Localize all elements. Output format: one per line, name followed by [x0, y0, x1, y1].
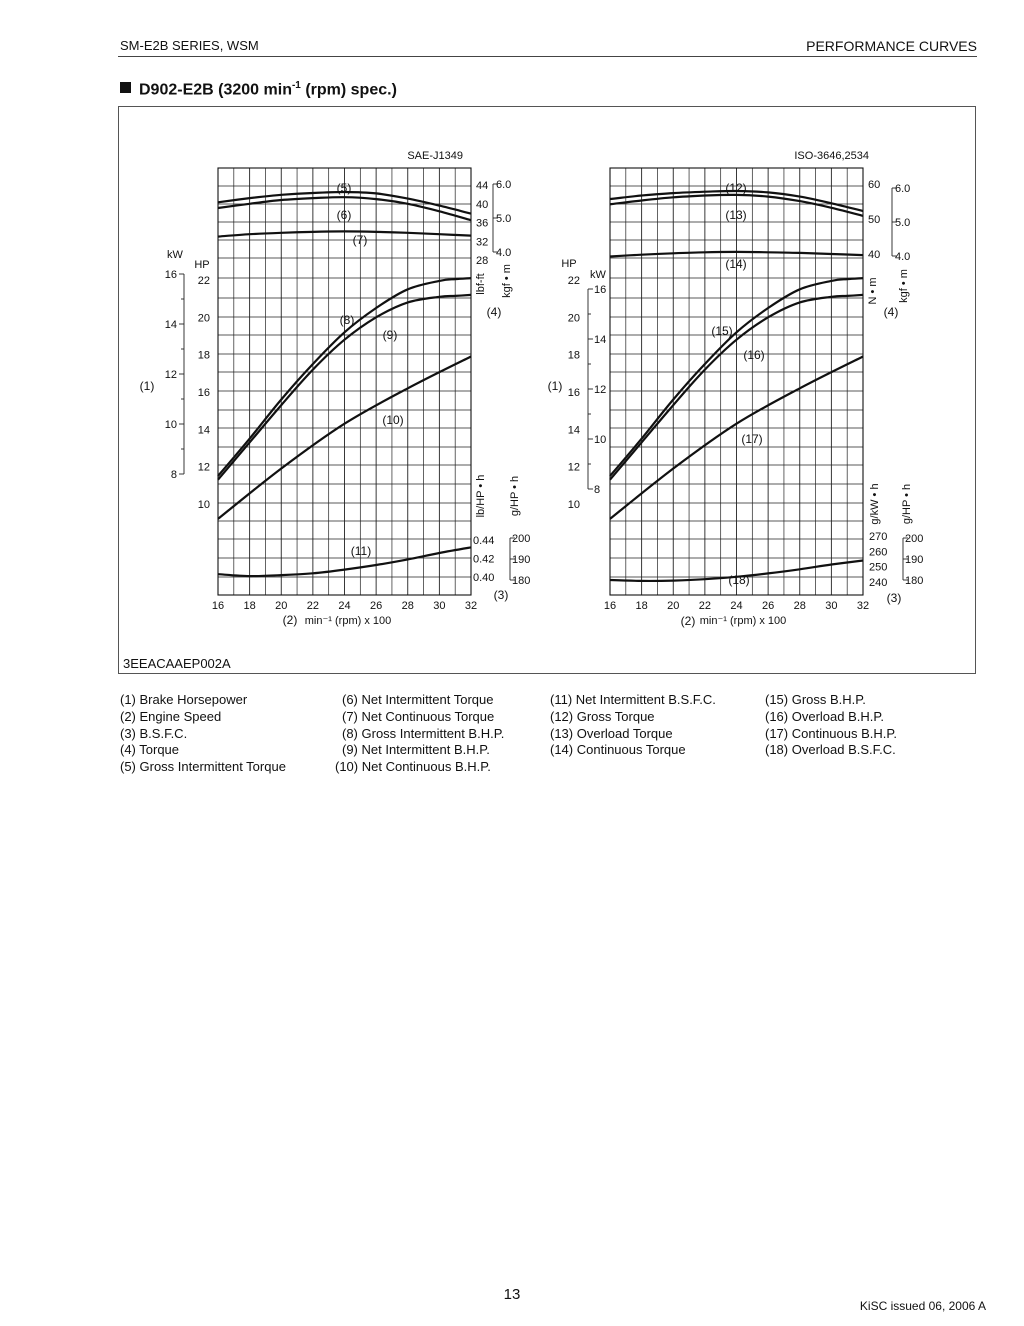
kw-tick-label: 16 — [164, 269, 177, 281]
legend-item: (4) Torque — [120, 742, 180, 758]
g-bsfc-tick-label: 200 — [512, 533, 531, 545]
x-tick-label: 18 — [635, 600, 648, 612]
lbfft-unit-label: lbf-ft — [475, 273, 487, 295]
lb-bsfc-unit-label: lb/HP • h — [475, 474, 487, 518]
hp-tick-label: 12 — [197, 461, 210, 474]
legend-item: (2) Engine Speed — [120, 708, 222, 724]
hp-tick-label: 20 — [567, 312, 580, 325]
legend-item: (5) Gross Intermittent Torque — [120, 759, 286, 775]
section-title-suffix: (rpm) spec.) — [300, 81, 397, 99]
header-rule — [118, 56, 977, 57]
x-tick-label: 28 — [401, 600, 414, 612]
legend-item: (10) Net Continuous B.H.P. — [335, 759, 491, 775]
kw-unit-label: kW — [167, 249, 183, 261]
lbfft-tick-label: 40 — [476, 198, 489, 211]
hp-tick-label: 18 — [567, 349, 580, 362]
nm-tick-label: 40 — [868, 249, 881, 261]
hp-unit-label: HP — [194, 259, 210, 271]
kgfm-tick-label: 5.0 — [895, 217, 911, 229]
figure-code: 3EEACAAEP002A — [123, 656, 231, 671]
lbfft-tick-label: 28 — [476, 255, 489, 267]
hp-tick-label: 12 — [567, 461, 580, 474]
kw-tick-label: 12 — [164, 369, 177, 381]
x-tick-label: 18 — [243, 600, 256, 612]
section-title-sup: -1 — [291, 80, 301, 91]
series-label: (11) — [350, 544, 372, 558]
legend-col-3 — [550, 692, 716, 759]
series-label: (12) — [725, 181, 747, 195]
x-axis-label: min⁻¹ (rpm) x 100 — [304, 615, 392, 627]
x-tick-label: 22 — [306, 600, 319, 612]
kgfm-tick-label: 4.0 — [496, 247, 512, 259]
kgfm-unit-label: kgf • m — [898, 269, 910, 303]
kw-tick-label: 8 — [170, 469, 177, 481]
x-tick-label: 26 — [762, 600, 775, 612]
bsfc-axis-marker: (3) — [886, 591, 902, 605]
x-axis-marker: (2) — [680, 614, 696, 628]
x-tick-label: 28 — [793, 600, 806, 612]
series-label: (10) — [382, 413, 404, 427]
legend-col-4 — [765, 692, 897, 759]
kw-tick-label: 8 — [594, 484, 601, 496]
legend-item: (16) Overload B.H.P. — [765, 708, 884, 724]
kw-tick-label: 10 — [594, 434, 607, 446]
gkw-bsfc-unit-label: g/kW • h — [869, 483, 881, 525]
header-series: SM-E2B SERIES, WSM — [120, 38, 259, 53]
g-bsfc-tick-label: 180 — [905, 575, 924, 587]
series-label: (9) — [382, 328, 398, 342]
legend-item: (6) Net Intermittent Torque — [342, 692, 494, 707]
nm-tick-label: 60 — [868, 179, 881, 191]
torque-axis-marker: (4) — [883, 305, 899, 319]
series-label: (17) — [741, 432, 763, 446]
torque-axis-marker: (4) — [486, 305, 502, 319]
gkw-bsfc-tick-label: 270 — [869, 531, 888, 543]
legend-item: (8) Gross Intermittent B.H.P. — [342, 725, 505, 741]
hp-tick-label: 14 — [567, 424, 580, 437]
x-tick-label: 26 — [370, 600, 383, 612]
x-tick-label: 20 — [667, 600, 680, 612]
kgfm-tick-label: 6.0 — [496, 179, 512, 191]
series-label: (8) — [339, 313, 355, 327]
legend-item: (12) Gross Torque — [550, 708, 655, 724]
g-bsfc-unit-label: g/HP • h — [509, 475, 521, 517]
x-axis-marker: (2) — [282, 613, 298, 627]
series-label: (14) — [725, 257, 747, 271]
power-axis-marker: (1) — [139, 379, 155, 393]
chart-title: SAE-J1349 — [407, 150, 463, 162]
g-bsfc-tick-label: 200 — [905, 533, 924, 545]
hp-tick-label: 20 — [197, 312, 210, 325]
g-bsfc-tick-label: 190 — [512, 554, 531, 566]
power-axis-marker: (1) — [547, 379, 563, 393]
lbfft-tick-label: 32 — [476, 236, 489, 249]
hp-tick-label: 18 — [197, 349, 210, 362]
hp-tick-label: 16 — [567, 387, 580, 399]
x-tick-label: 24 — [338, 600, 351, 612]
kw-tick-label: 14 — [164, 319, 177, 331]
kw-unit-label: kW — [590, 269, 606, 281]
x-tick-label: 20 — [275, 600, 288, 612]
header-section: PERFORMANCE CURVES — [806, 38, 977, 54]
hp-tick-label: 10 — [567, 499, 580, 511]
square-bullet-icon — [120, 82, 131, 93]
bsfc-axis-marker: (3) — [493, 588, 509, 602]
section-title — [120, 80, 397, 99]
page-number: 13 — [503, 1286, 521, 1303]
hp-tick-label: 22 — [567, 275, 580, 287]
x-tick-label: 30 — [825, 600, 838, 612]
x-tick-label: 22 — [698, 600, 711, 612]
legend-item: (3) B.S.F.C. — [120, 725, 188, 741]
x-tick-label: 32 — [464, 600, 478, 612]
performance-charts — [118, 106, 976, 674]
hp-tick-label: 14 — [197, 424, 210, 437]
gkw-bsfc-tick-label: 240 — [869, 577, 888, 589]
chart-title: ISO-3646,2534 — [794, 150, 869, 162]
gkw-bsfc-tick-label: 250 — [869, 561, 888, 574]
x-axis-label: min⁻¹ (rpm) x 100 — [699, 615, 787, 627]
legend-item: (7) Net Continuous Torque — [342, 708, 495, 724]
lb-bsfc-tick-label: 0.42 — [473, 553, 495, 566]
g-bsfc-tick-label: 180 — [512, 575, 531, 587]
series-label: (5) — [336, 181, 352, 195]
kgfm-tick-label: 4.0 — [895, 251, 911, 263]
kw-tick-label: 12 — [594, 384, 607, 396]
legend-item: (14) Continuous Torque — [550, 742, 686, 758]
hp-tick-label: 10 — [197, 499, 210, 511]
legend-item: (17) Continuous B.H.P. — [765, 725, 897, 741]
legend-item: (1) Brake Horsepower — [120, 692, 248, 707]
hp-unit-label: HP — [561, 258, 577, 270]
x-tick-label: 30 — [433, 600, 446, 612]
section-title-text: D902-E2B (3200 min — [139, 81, 292, 99]
legend-item: (13) Overload Torque — [550, 725, 673, 741]
kgfm-tick-label: 5.0 — [496, 213, 512, 225]
legend-col-2 — [335, 692, 505, 776]
series-label: (16) — [743, 348, 765, 362]
g-bsfc-tick-label: 190 — [905, 554, 924, 566]
x-tick-label: 24 — [730, 600, 743, 612]
kgfm-tick-label: 6.0 — [895, 183, 911, 195]
g-bsfc-unit-label: g/HP • h — [901, 483, 913, 525]
kw-tick-label: 10 — [164, 419, 177, 431]
kw-tick-label: 16 — [594, 284, 607, 296]
nm-unit-label: N • m — [867, 277, 879, 305]
series-label: (7) — [352, 233, 368, 247]
series-label: (13) — [725, 208, 747, 222]
series-label: (15) — [711, 324, 733, 338]
x-tick-label: 16 — [603, 600, 617, 612]
legend-item: (9) Net Intermittent B.H.P. — [342, 742, 490, 758]
legend-item: (18) Overload B.S.F.C. — [765, 742, 896, 758]
hp-tick-label: 22 — [197, 275, 210, 287]
legend-col-1 — [120, 692, 286, 776]
nm-tick-label: 50 — [868, 214, 881, 226]
x-tick-label: 32 — [856, 600, 870, 612]
series-label: (18) — [728, 573, 750, 587]
lbfft-tick-label: 44 — [476, 180, 489, 192]
series-label: (6) — [336, 208, 352, 222]
kgfm-unit-label: kgf • m — [501, 264, 513, 298]
gkw-bsfc-tick-label: 260 — [869, 546, 888, 559]
kw-tick-label: 14 — [594, 334, 607, 346]
x-tick-label: 16 — [211, 600, 225, 612]
lbfft-tick-label: 36 — [476, 217, 489, 230]
legend-item: (11) Net Intermittent B.S.F.C. — [550, 692, 716, 707]
lb-bsfc-tick-label: 0.44 — [473, 535, 495, 547]
lb-bsfc-tick-label: 0.40 — [473, 572, 495, 584]
hp-tick-label: 16 — [197, 387, 210, 399]
legend-item: (15) Gross B.H.P. — [765, 692, 866, 707]
issued-note: KiSC issued 06, 2006 A — [859, 1299, 986, 1313]
